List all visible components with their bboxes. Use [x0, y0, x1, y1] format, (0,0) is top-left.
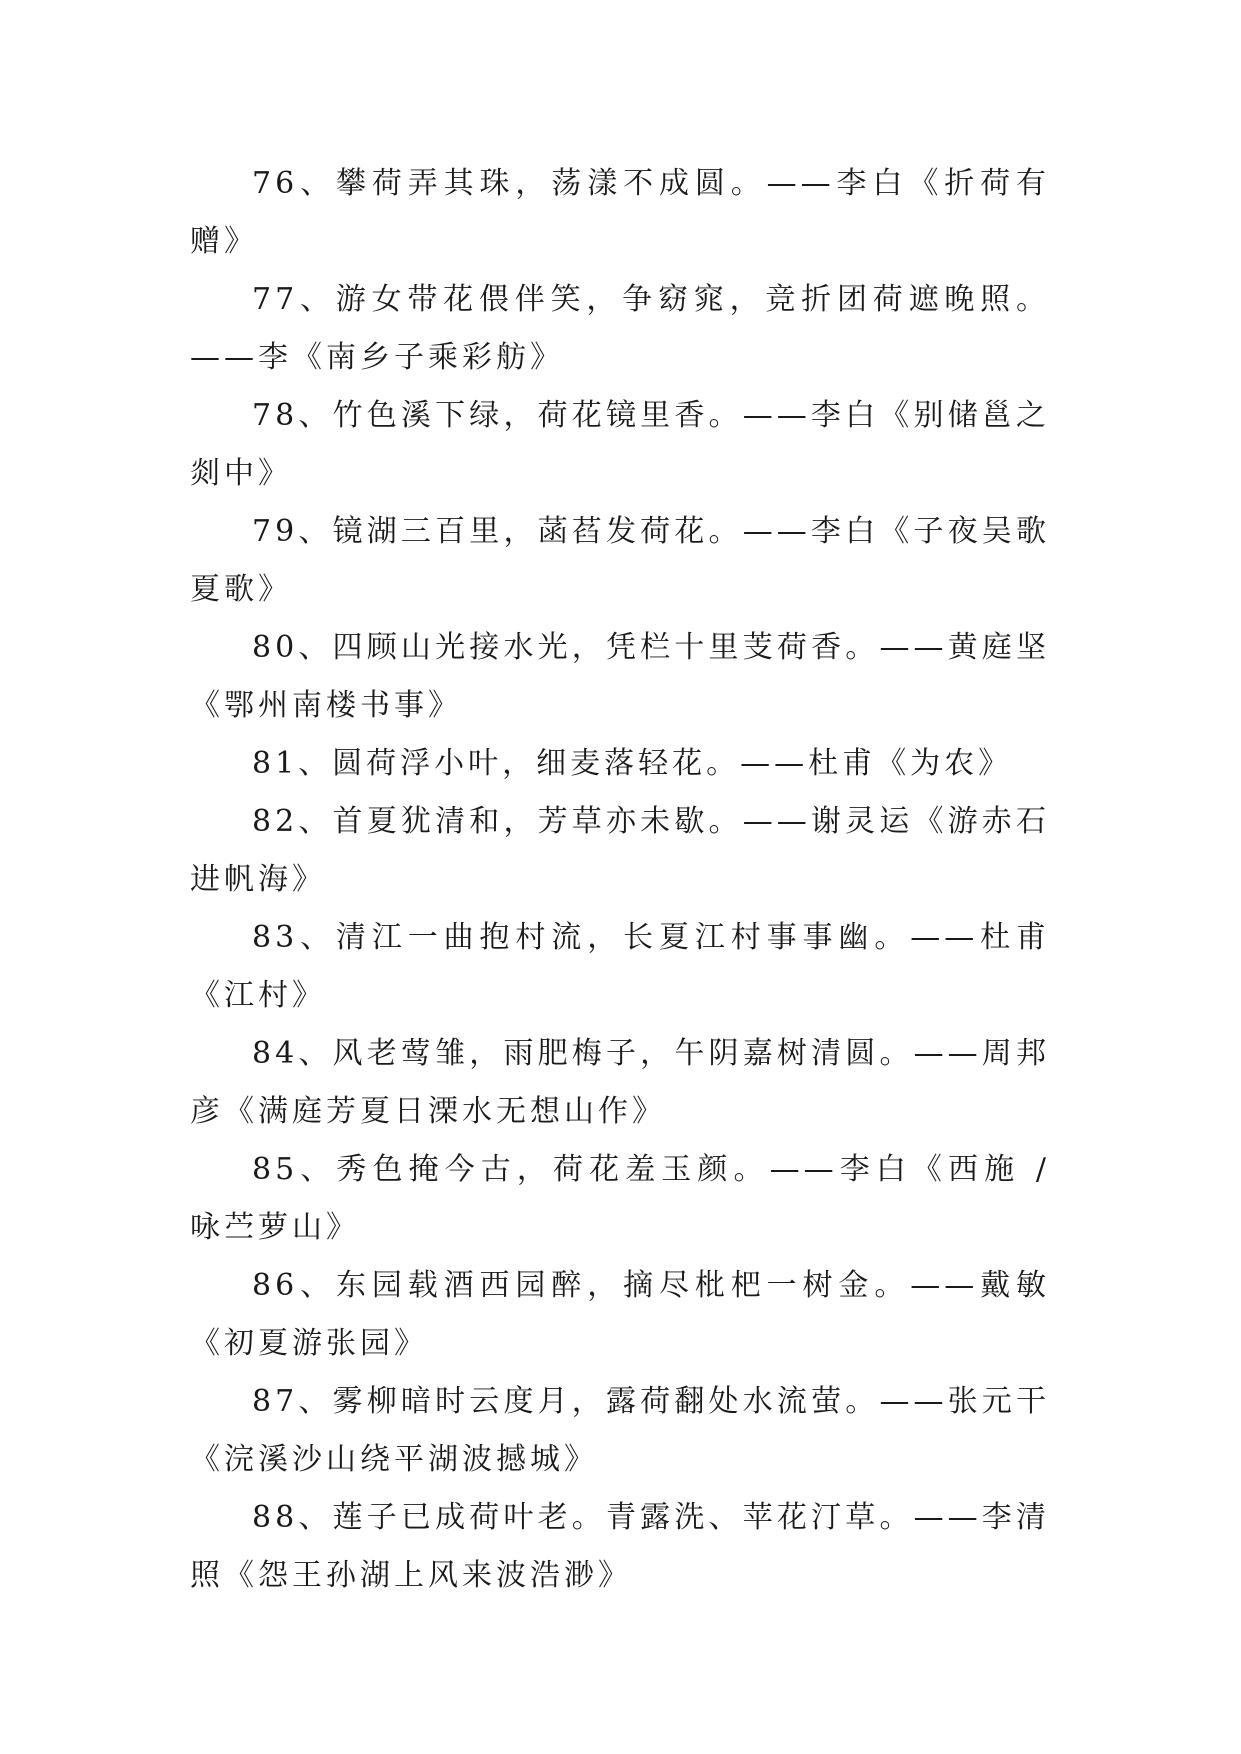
- list-item: 83、清江一曲抱村流，长夏江村事事幽。——杜甫《江村》: [190, 920, 1050, 1013]
- list-item: 77、游女带花偎伴笑，争窈窕，竞折团荷遮晚照。——李《南乡子乘彩舫》: [190, 282, 1050, 375]
- list-item: 88、莲子已成荷叶老。青露洗、苹花汀草。——李清照《怨王孙湖上风来波浩渺》: [190, 1500, 1050, 1593]
- list-item: 76、攀荷弄其珠，荡漾不成圆。——李白《折荷有赠》: [190, 166, 1050, 259]
- list-item: 87、雾柳暗时云度月，露荷翻处水流萤。——张元干《浣溪沙山绕平湖波撼城》: [190, 1384, 1050, 1477]
- list-item: 81、圆荷浮小叶，细麦落轻花。——杜甫《为农》: [252, 746, 1013, 781]
- list-item: 82、首夏犹清和，芳草亦未歇。——谢灵运《游赤石进帆海》: [190, 804, 1050, 897]
- list-item: 84、风老莺雏，雨肥梅子，午阴嘉树清圆。——周邦彦《满庭芳夏日溧水无想山作》: [190, 1036, 1050, 1129]
- list-item: 86、东园载酒西园醉，摘尽枇杷一树金。——戴敏《初夏游张园》: [190, 1268, 1050, 1361]
- list-item: 80、四顾山光接水光，凭栏十里芰荷香。——黄庭坚《鄂州南楼书事》: [190, 630, 1050, 723]
- poem-list: [190, 155, 1050, 1605]
- list-item: 79、镜湖三百里，菡萏发荷花。——李白《子夜吴歌夏歌》: [190, 514, 1050, 607]
- list-item: 85、秀色掩今古，荷花羞玉颜。——李白《西施 / 咏苎萝山》: [190, 1152, 1050, 1245]
- list-item: 78、竹色溪下绿，荷花镜里香。——李白《别储邕之剡中》: [190, 398, 1050, 491]
